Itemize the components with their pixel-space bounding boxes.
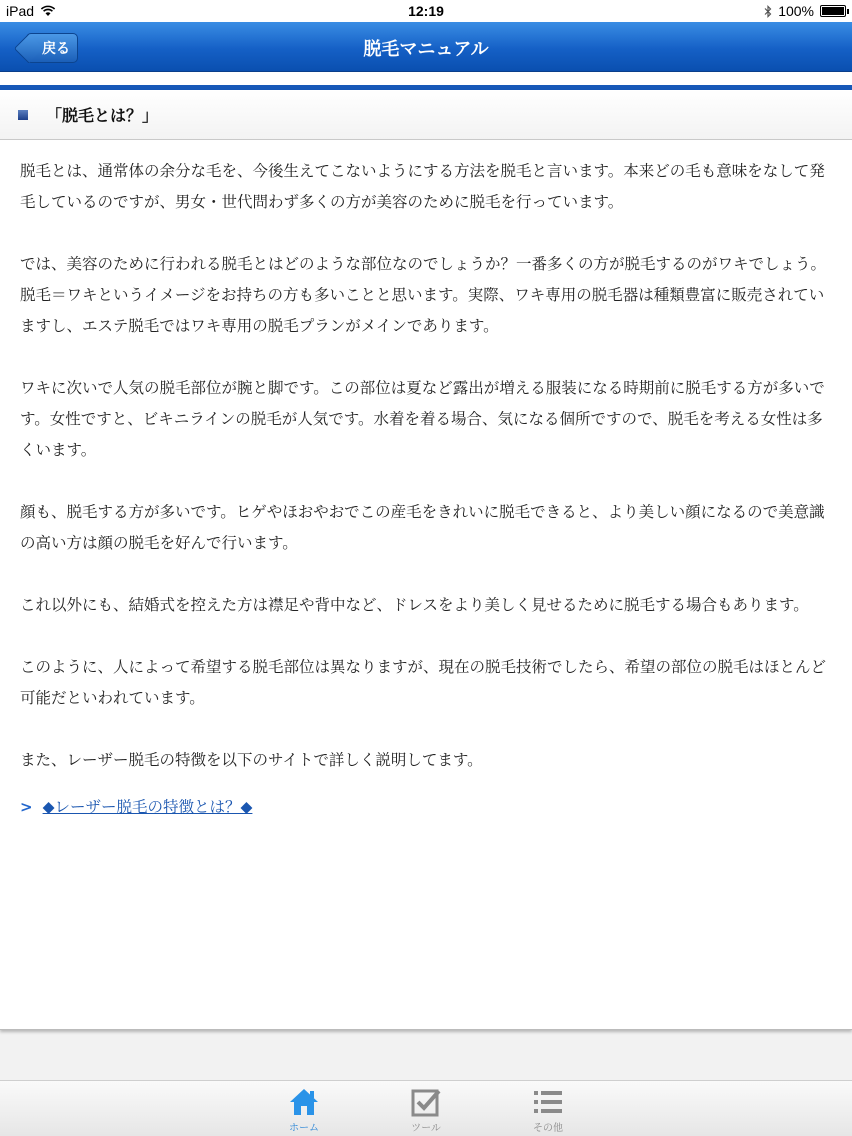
back-button-label: 戻る bbox=[42, 41, 70, 57]
section-header bbox=[0, 90, 852, 140]
laser-link-row[interactable] bbox=[20, 792, 832, 823]
chevron-right-icon: > bbox=[20, 798, 33, 816]
paragraph: 脱毛とは、通常体の余分な毛を、今後生えてこないようにする方法を脱毛と言います。本来どの毛も意味をなして発毛しているのですが、男女・世代問わず多くの方が美容のために脱毛を行っています。 bbox=[20, 162, 825, 211]
paragraph: このように、人によって希望する脱毛部位は異なりますが、現在の脱毛技術でしたら、希望の部位の脱毛はほとんど可能だといわれています。 bbox=[20, 658, 827, 707]
paragraph: では、美容のために行われる脱毛とはどのような部位なのでしょうか？一番多くの方が脱毛するのがワキでしょう。脱毛＝ワキというイメージをお持ちの方も多いことと思います。実際、ワキ専用の脱毛器は種類豊富に販売されていますし、エステ脱毛ではワキ専用の脱毛プランがメインであります。 bbox=[20, 255, 827, 335]
tab-tools-label: ツール bbox=[411, 1123, 441, 1134]
home-icon bbox=[288, 1087, 320, 1117]
page-title: 脱毛マニュアル bbox=[363, 39, 489, 60]
content-card bbox=[0, 90, 852, 1030]
scrolled-header-strip bbox=[0, 72, 852, 86]
article-body bbox=[0, 140, 852, 823]
status-bar bbox=[0, 0, 852, 22]
laser-hair-removal-link[interactable]: ◆レーザー脱毛の特徴とは？◆ bbox=[42, 798, 253, 816]
status-right bbox=[764, 3, 846, 19]
navigation-bar bbox=[0, 22, 852, 72]
square-bullet-icon bbox=[18, 110, 28, 120]
list-icon bbox=[533, 1089, 563, 1115]
tab-bar bbox=[0, 1080, 852, 1136]
section-title: 「脱毛とは？」 bbox=[46, 106, 159, 125]
paragraph: これ以外にも、結婚式を控えた方は襟足や背中など、ドレスをより美しく見せるために脱毛する場合もあります。 bbox=[20, 596, 809, 614]
tab-home[interactable] bbox=[264, 1085, 344, 1134]
checkbox-icon bbox=[411, 1087, 441, 1117]
paragraph: 顔も、脱毛する方が多いです。ヒゲやほおやおでこの産毛をきれいに脱毛できると、より美しい顔になるので美意識の高い方は顔の脱毛を好んで行います。 bbox=[20, 503, 825, 552]
paragraph: ワキに次いで人気の脱毛部位が腕と脚です。この部位は夏など露出が増える服装になる時期前に脱毛する方が多いです。女性ですと、ビキニラインの脱毛が人気です。水着を着る場合、気になる個所ですので、脱毛を考える女性は多くいます。 bbox=[20, 379, 825, 459]
tab-tools[interactable] bbox=[386, 1085, 466, 1134]
battery-icon bbox=[820, 5, 846, 17]
battery-percent: 100% bbox=[778, 3, 814, 19]
tab-other[interactable] bbox=[508, 1085, 588, 1134]
tab-home-label: ホーム bbox=[289, 1123, 319, 1134]
tab-other-label: その他 bbox=[533, 1123, 563, 1134]
paragraph: また、レーザー脱毛の特徴を以下のサイトで詳しく説明してます。 bbox=[20, 751, 483, 769]
bluetooth-icon bbox=[764, 5, 772, 18]
device-label: iPad bbox=[6, 3, 35, 19]
status-time: 12:19 bbox=[408, 3, 444, 19]
